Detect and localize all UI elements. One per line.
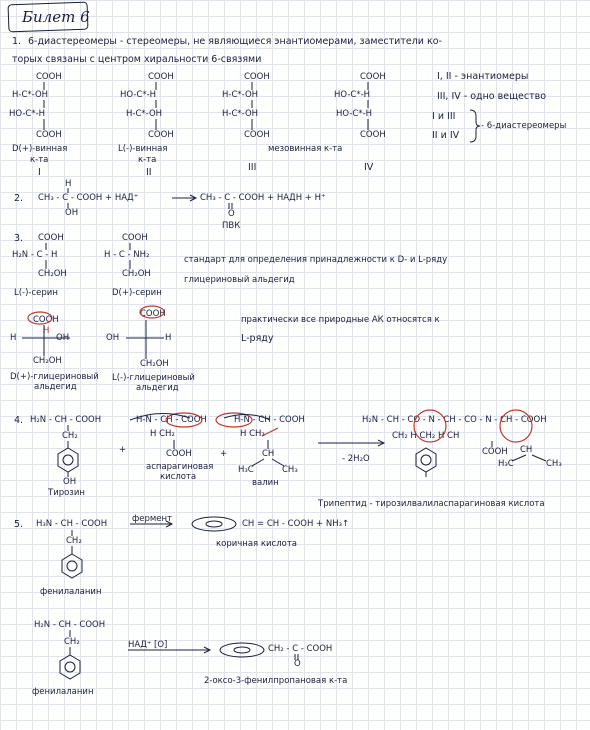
page-title: Билет 6 (22, 8, 90, 26)
q3-b-top: COOH (122, 233, 148, 243)
q4-tyr-oh: OH (63, 477, 77, 487)
mol1-name: D(+)-винная (12, 144, 68, 154)
mol2-bottom: COOH (148, 130, 174, 140)
q3-a-bot: CH₂OH (38, 269, 67, 279)
mol2-row1: HO-C*-H (120, 90, 157, 100)
q2-products: CH₃ - C - COOH + НАДН + H⁺ (200, 193, 326, 203)
q3-c-oh: OH (56, 333, 70, 343)
q5-phe2-chain: H₂N - CH - COOH (34, 620, 106, 630)
q5-number: 5. (14, 519, 24, 530)
q3-c-top: COOH (33, 315, 59, 325)
q5-cinnamic-products: CH = CH - COOH + NH₃↑ (242, 519, 350, 529)
q3-glyceraldehyde: глицериновый альдегид (184, 275, 295, 285)
q4-val-h3c: H₃C (238, 465, 254, 475)
mol1-name2: к-та (30, 155, 49, 165)
q4-val-ch: CH (262, 449, 275, 459)
note-pair2: II и IV (432, 130, 460, 141)
q4-asp-cooh: COOH (166, 449, 192, 459)
q3-a-mid: H₂N - C - H (12, 250, 58, 260)
q4-tripeptide-ch: CH (520, 445, 533, 455)
q5-phe-ch2: CH₂ (66, 536, 82, 546)
mol3-top: COOH (244, 72, 270, 82)
q3-b-bot: CH₂OH (122, 269, 151, 279)
q4-plus1: + (119, 445, 127, 455)
note-pair1: I и III (432, 111, 456, 122)
q3-d-oh: OH (106, 333, 120, 343)
q4-tripeptide-ch3: CH₃ (546, 459, 562, 469)
q4-asp-chain: H-N - CH - COOH (136, 415, 207, 425)
q3-d-bot: CH₂OH (140, 359, 169, 369)
q3-b-name: D(+)-серин (112, 288, 162, 298)
q4-number: 4. (14, 415, 24, 426)
q4-val-ch3: CH₃ (282, 465, 298, 475)
mol3-bottom: COOH (244, 130, 270, 140)
q3-standard: стандарт для определения принадлежности к D- и L-ряду (184, 255, 448, 265)
q2-pvk: ПВК (222, 221, 241, 231)
q5-enzyme: фермент (132, 514, 173, 524)
q4-tyr-name: Тирозин (48, 488, 85, 498)
q5-keto-name: 2-оксо-3-фенилпропановая к-та (204, 676, 348, 686)
mol3-roman: III (248, 162, 257, 173)
q3-practical: практически все природные АК относятся к (241, 315, 440, 325)
note-enantiomers: I, II - энантиомеры (437, 71, 529, 82)
q3-l-row: L-ряду (241, 333, 274, 344)
q5-cinnamic-name: коричная кислота (216, 539, 297, 549)
q4-asp-name: аспарагиновая (146, 462, 214, 472)
mol2-name: L(-)-винная (118, 144, 168, 154)
q5-keto-product: CH₂ - C - COOH (268, 644, 333, 654)
mol1-roman: I (38, 167, 41, 178)
q2-oh: OH (65, 208, 79, 218)
mol2-name2: к-та (138, 155, 157, 165)
q3-d-top: COOH (140, 309, 166, 319)
q5-phe-chain: H₃N - CH - COOH (36, 519, 108, 529)
q4-tripeptide-h3c: H₃C (498, 459, 514, 469)
q4-tripeptide-name: Трипептид - тирозилвалиласпарагиновая кислота (318, 499, 545, 509)
mol4-bottom: COOH (360, 130, 386, 140)
note-same-substance: III, IV - одно вещество (437, 91, 547, 102)
q4-val-chain: H-N - CH - COOH (234, 415, 305, 425)
q4-tripeptide-chain: H₂N - CH - CO - N - CH - CO - N - CH - COOH (362, 415, 547, 425)
mol2-roman: II (146, 167, 152, 178)
q4-tyr-ch2: CH₂ (62, 431, 78, 441)
q3-c-name: D(+)-глицериновый (10, 372, 99, 382)
q3-d-h: H (165, 333, 172, 343)
q4-tyr-chain: H₂N - CH - COOH (30, 415, 102, 425)
q1-definition-line2: торых связаны с центром хиральности 6-связями (12, 54, 262, 65)
q3-a-top: COOH (38, 233, 64, 243)
meso-label: мезовинная к-та (268, 144, 343, 154)
mol4-top: COOH (360, 72, 386, 82)
q3-a-name: L(-)-серин (14, 288, 58, 298)
q3-number: 3. (14, 233, 24, 244)
q2-h: H (65, 179, 72, 189)
mol4-roman: IV (364, 162, 374, 173)
q4-val-name: валин (252, 478, 279, 488)
q2-reactants: CH₃ - C - COOH + НАД⁺ (38, 193, 139, 203)
q3-c-h: H (10, 333, 17, 343)
q5-keto-o: O (294, 659, 301, 669)
q3-b-mid: H - C - NH₂ (104, 250, 150, 260)
mol4-row2: HO-C*-H (336, 109, 373, 119)
q3-c-red-h: H (43, 326, 50, 336)
q1-definition-line1: 6-диастереомеры - стереомеры, не являющиеся энантиомерами, заместители ко- (28, 36, 442, 47)
q5-phe-name: фенилаланин (40, 587, 102, 597)
q4-tripeptide-sub: CH₂ H CH₂ H CH (392, 431, 460, 441)
q4-asp-h-ch2: H CH₂ (150, 429, 175, 439)
q4-water: - 2H₂O (342, 454, 370, 464)
q5-phe2-ch2: CH₂ (64, 637, 80, 647)
q4-plus2: + (220, 449, 228, 459)
mol4-row1: HO-C*-H (334, 90, 371, 100)
q5-phe2-name: фенилаланин (32, 687, 94, 697)
q4-asp-name2: кислота (160, 472, 197, 482)
q5-reagent: НАД⁺ [O] (128, 640, 168, 650)
q3-d-name: L(-)-глицериновый (112, 373, 195, 383)
mol3-row1: H-C*-OH (222, 90, 259, 100)
q3-d-name2: альдегид (136, 383, 179, 393)
mol3-row2: H-C*-OH (222, 109, 259, 119)
mol2-top: COOH (148, 72, 174, 82)
q4-val-h-ch2: H CH₂ (240, 429, 265, 439)
mol1-row1: H-C*-OH (12, 90, 49, 100)
q1-number: 1. (12, 36, 22, 47)
mol2-row2: H-C*-OH (126, 109, 163, 119)
q2-o: O (228, 209, 235, 219)
mol1-top: COOH (36, 72, 62, 82)
mol1-row2: HO-C*-H (9, 109, 46, 119)
mol1-bottom: COOH (36, 130, 62, 140)
q4-tripeptide-cooh: COOH (482, 447, 508, 457)
note-diastereomers: - 6-диастереомеры (481, 121, 567, 131)
q2-number: 2. (14, 193, 24, 204)
q3-c-bot: CH₂OH (33, 356, 62, 366)
q3-c-name2: альдегид (34, 382, 77, 392)
